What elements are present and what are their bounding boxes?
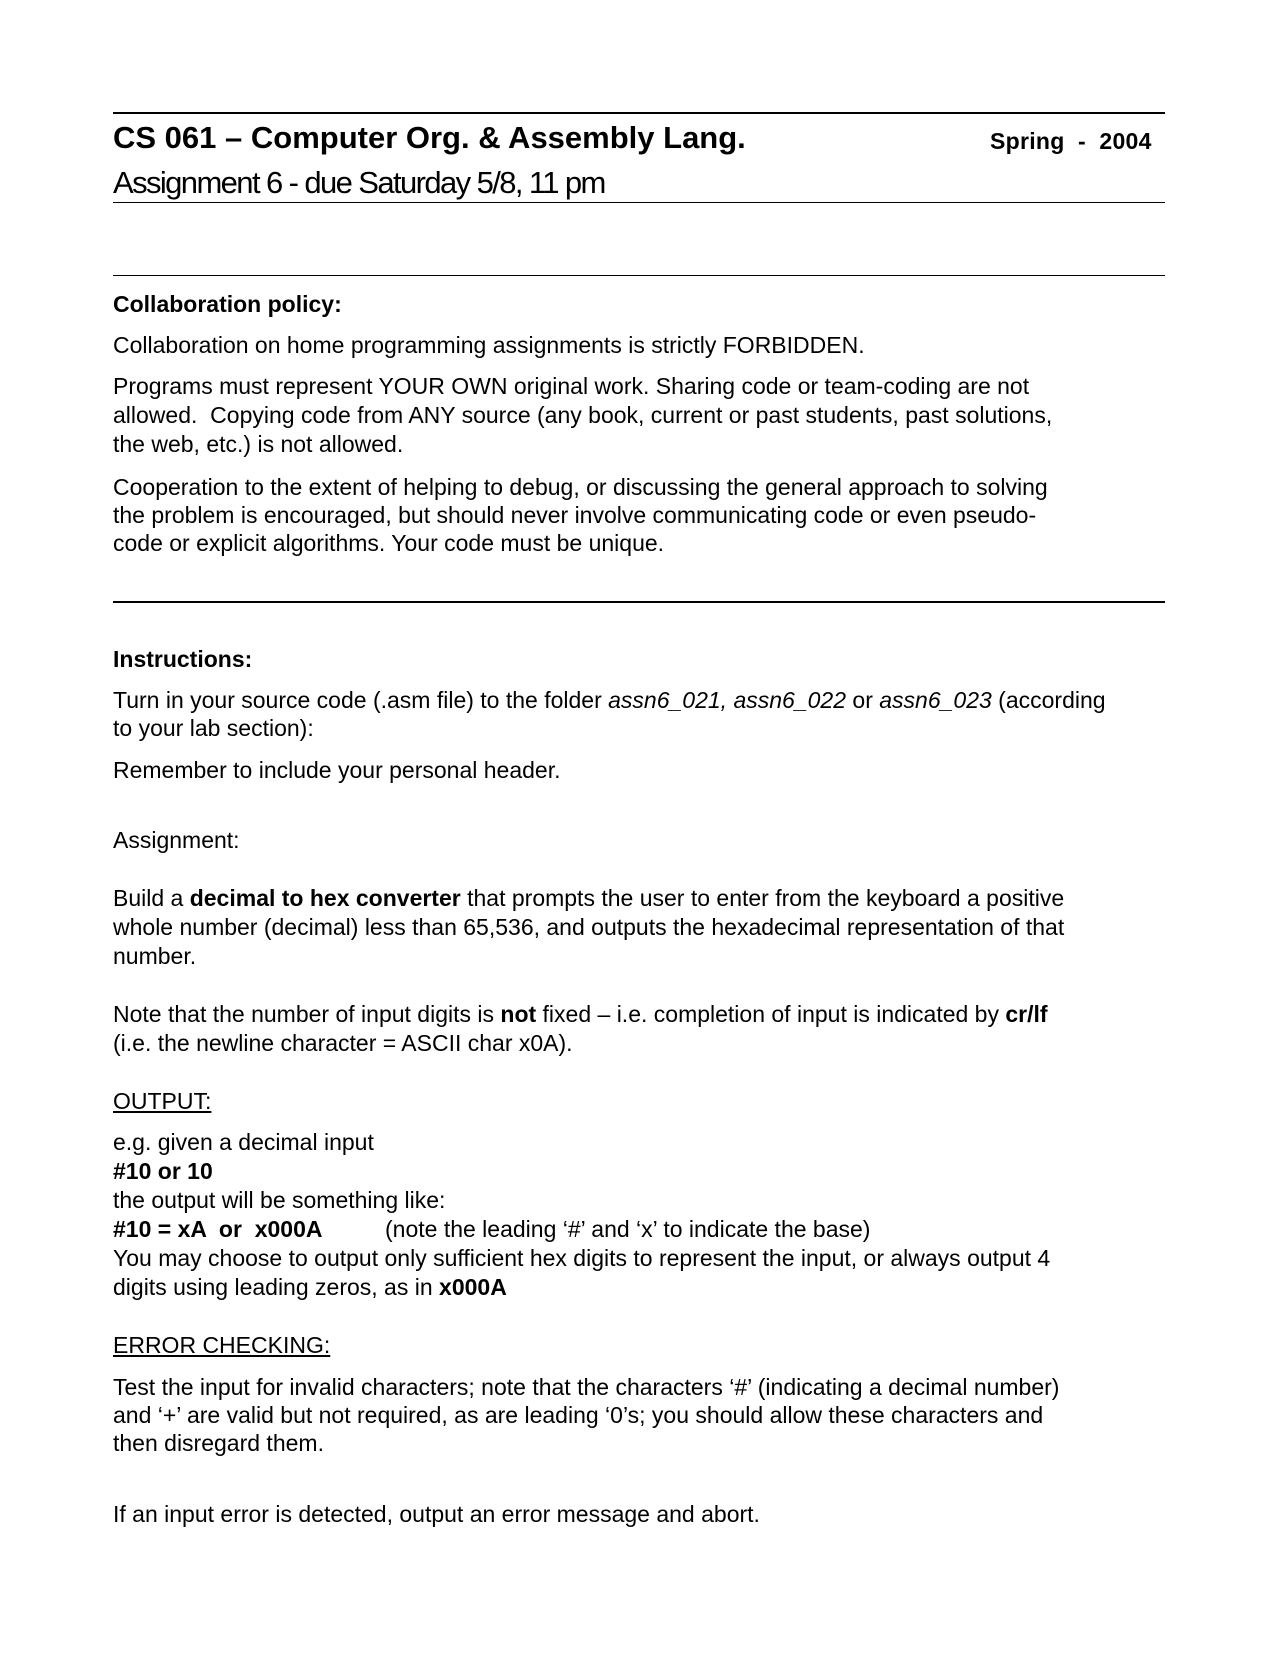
collab-paragraph-2-line: Programs must represent YOUR OWN original work. Sharing code or team-coding are not (113, 373, 1030, 399)
note-middle: fixed – i.e. completion of input is indicated by (536, 1001, 1006, 1027)
error-line: and ‘+’ are valid but not required, as are leading ‘0’s; you should allow these characters and (113, 1402, 1044, 1428)
turn-in-prefix: Turn in your source code (.asm file) to the folder (113, 687, 609, 713)
folder-022: assn6_022 (733, 687, 847, 713)
build-line (113, 884, 1173, 912)
output-line-1: e.g. given a decimal input (113, 1129, 374, 1155)
output-line-2: #10 or 10 (113, 1158, 213, 1184)
output-line-3: the output will be something like: (113, 1187, 446, 1213)
course-title: CS 061 – Computer Org. & Assembly Lang. (113, 120, 746, 155)
note-line (113, 1000, 1173, 1028)
output-line-6 (113, 1273, 1173, 1301)
header-bottom-rule (113, 202, 1165, 203)
assignment-title: Assignment 6 - due Saturday 5/8, 11 pm (113, 165, 605, 200)
collab-paragraph-2-line: allowed. Copying code from ANY source (any book, current or past students, past solutions, (113, 402, 1053, 428)
collab-top-rule (113, 275, 1165, 276)
error-abort-line: If an input error is detected, output an error message and abort. (113, 1501, 760, 1527)
output-line-5: You may choose to output only sufficient hex digits to represent the input, or always output 4 (113, 1245, 1051, 1271)
instructions-heading: Instructions: (113, 646, 253, 672)
error-line: Test the input for invalid characters; note that the characters ‘#’ (indicating a decimal number) (113, 1374, 1060, 1400)
collab-paragraph-2-line: the web, etc.) is not allowed. (113, 431, 404, 457)
output-example-note: (note the leading ‘#’ and ‘x’ to indicate the base) (385, 1216, 871, 1242)
output-example-bold: #10 = xA or x000A (113, 1216, 323, 1242)
header-top-rule (113, 112, 1165, 114)
collab-paragraph-3-line: Cooperation to the extent of helping to debug, or discussing the general approach to solving (113, 474, 1048, 500)
turn-in-suffix: (according (991, 687, 1106, 713)
note-prefix: Note that the number of input digits is (113, 1001, 501, 1027)
note-bold-crlf: cr/lf (1005, 1001, 1048, 1027)
build-line-2: whole number (decimal) less than 65,536, and outputs the hexadecimal representation of that (113, 914, 1065, 940)
output-heading: OUTPUT: (113, 1088, 212, 1114)
turn-in-line-2: to your lab section): (113, 715, 314, 741)
build-bold: decimal to hex converter (189, 885, 461, 911)
reminder-text: Remember to include your personal header. (113, 757, 561, 783)
collab-heading: Collaboration policy: (113, 291, 342, 317)
note-bold: not (500, 1001, 537, 1027)
turn-in-line (113, 686, 1173, 714)
collab-bottom-rule (113, 601, 1165, 603)
term-label: Spring - 2004 (990, 128, 1152, 154)
build-prefix: Build a (113, 885, 190, 911)
build-suffix: that prompts the user to enter from the keyboard a positive (460, 885, 1065, 911)
or-text: or (846, 687, 880, 713)
error-heading: ERROR CHECKING: (113, 1332, 331, 1358)
folder-023: assn6_023 (879, 687, 992, 713)
error-line: then disregard them. (113, 1430, 324, 1456)
collab-paragraph-1: Collaboration on home programming assignments is strictly FORBIDDEN. (113, 332, 865, 358)
output-line-6-bold: x000A (439, 1274, 507, 1300)
folder-021: assn6_021, (608, 687, 734, 713)
collab-paragraph-3-line: code or explicit algorithms. Your code must be unique. (113, 530, 665, 556)
collab-paragraph-3-line: the problem is encouraged, but should never involve communicating code or even pseudo- (113, 502, 1037, 528)
build-line-3: number. (113, 943, 197, 969)
output-line-4 (113, 1215, 1173, 1243)
note-line-2: (i.e. the newline character = ASCII char x0A). (113, 1030, 573, 1056)
output-line-6-prefix: digits using leading zeros, as in (113, 1274, 440, 1300)
assignment-heading: Assignment: (113, 827, 240, 853)
